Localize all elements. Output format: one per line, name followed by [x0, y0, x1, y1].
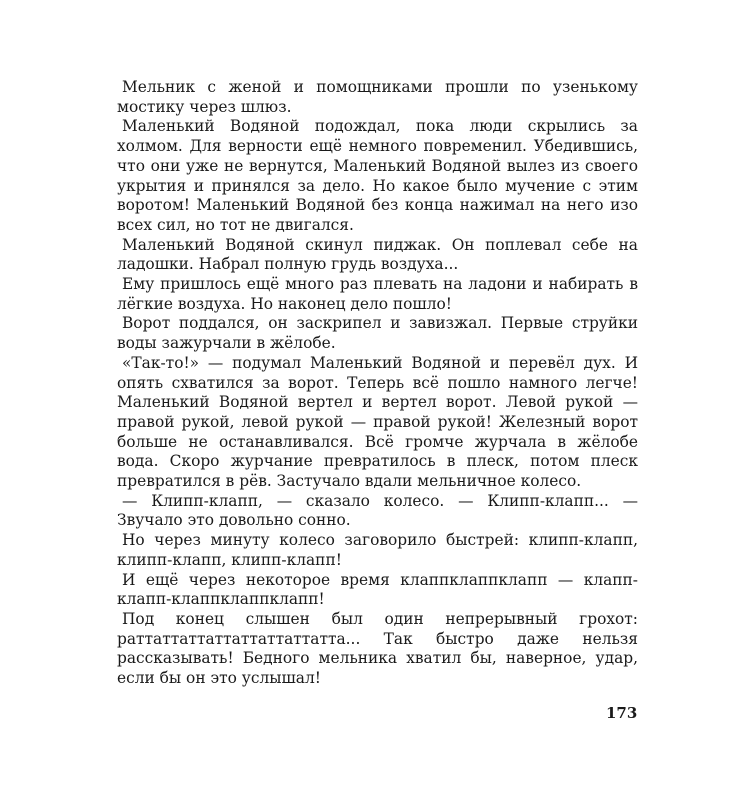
paragraph: Ворот поддался, он заскрипел и завизжал. Первые струйки воды зажурчали в жёлобе. [117, 314, 638, 353]
paragraph: — Клипп-клапп, — сказало колесо. — Клипп-клапп... — Звучало это довольно сонно. [117, 491, 638, 530]
paragraph: Мельник с женой и помощниками прошли по узенькому мостику через шлюз. [117, 78, 638, 116]
paragraph: Ему пришлось ещё много раз плевать на ладони и набирать в лёгкие воздуха. Но наконец дело пошло! [117, 275, 638, 313]
paragraph: Но через минуту колесо заговорило быстрей: клипп-клапп, клипп-клапп, клипп-клапп! [117, 531, 638, 569]
paragraph: Маленький Водяной подождал, пока люди скрылись за холмом. Для верности ещё немного повременил. Убедившись, что они уже не вернутся, Маленький Водяной вылез из своего укрытия и принялся за дело. Но какое было мучение с этим воротом! Маленький Водяной без конца нажимал на него изо всех сил, но тот не двигался. [117, 117, 638, 234]
page-number: 173 [606, 704, 638, 722]
paragraph: Под конец слышен был один непрерывный грохот: раттаттаттаттаттаттаттатта... Так быстро даже нельзя рассказывать! Бедного мельника хватил бы, наверное, удар, если бы он это услышал! [117, 609, 638, 688]
paragraph: Маленький Водяной скинул пиджак. Он поплевал себе на ладошки. Набрал полную грудь воздуха... [117, 235, 638, 274]
paragraph: И ещё через некоторое время клаппклаппклапп — клапп-клапп-клаппклаппклапп! [117, 570, 638, 609]
paragraph: «Так-то!» — подумал Маленький Водяной и перевёл дух. И опять схватился за ворот. Теперь всё пошло намного легче! Маленький Водяной вертел и вертел ворот. Левой рукой — правой рукой, левой рукой — правой рукой! Железный ворот больше не останавливался. Всё громче журчала в жёлобе вода. Скоро журчание превратилось в плеск, потом плеск превратился в рёв. Застучало вдали мельничное колесо. [117, 353, 638, 491]
body-text [117, 78, 638, 689]
